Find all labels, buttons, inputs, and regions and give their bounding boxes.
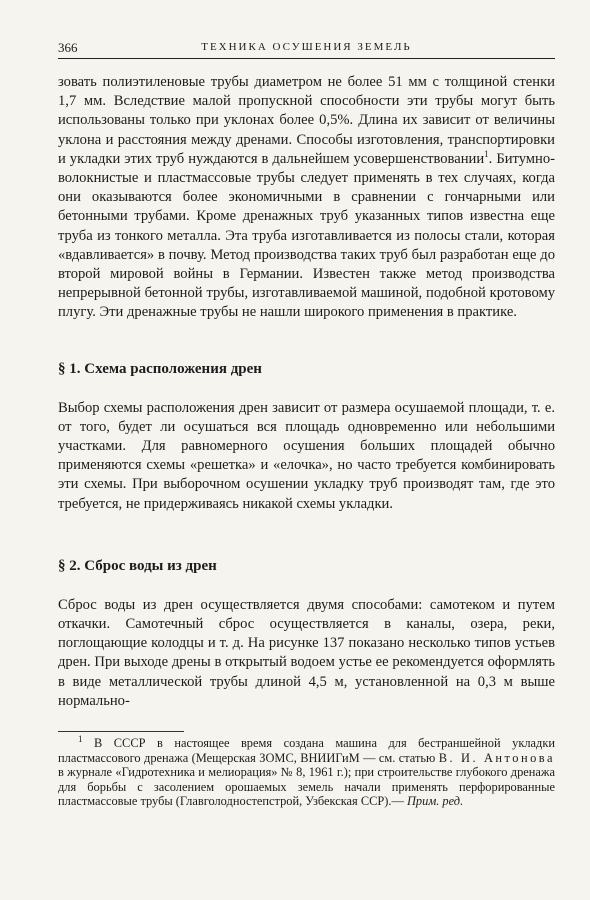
section-1-paragraph: Выбор схемы расположения дрен зависит от размера осушаемой площади, т. е. от того, будет ли осушаться вся площадь одновременно или небольшими участками. Для равномерного осушения больших площадей обычно применяются схемы «решетка» и «елочка», но часто требуется комбинировать эти схемы. При выборочном осушении укладку труб производят там, где это требуется, не придерживаясь никакой схемы укладки.	[58, 399, 555, 512]
footnote-text-1: В СССР в настоящее время создана машина для бестраншейной укладки пластмассового дренажа (Мещерская ЗОМС, ВНИИГиМ — см. статью	[58, 736, 555, 765]
footnote	[58, 733, 555, 809]
intro-text-1: зовать полиэтиленовые трубы диаметром не более 51 мм с толщиной стенки 1,7 мм. Вследствие малой пропускной способности эти трубы могут быть использованы только при уклонах более 0,5%. Длина их зависит от величины уклона и расстояния между дренами. Способы изготовления, транспортировки и укладки этих труб нуждаются в дальнейшем усовершенствовании	[58, 74, 555, 167]
intro-text-2: . Битумно-волокнистые и пластмассовые трубы следует применять в тех случаях, когда они оказываются более экономичными в сравнении с гончарными или бетонными трубами. Кроме дренажных труб указанных типов известна еще труба из тонкого металла. Эта труба изготавливается из полосы стали, которая «вдавливается» в почву. Метод производства таких труб был разработан еще до второй мировой войны в Германии. Известен также метод производства непрерывной бетонной трубы, изготавливаемой машиной, подобной кротовому плугу. Эти дренажные трубы не нашли широкого применения в практике.	[58, 150, 555, 321]
book-page	[58, 40, 555, 809]
section-1-heading: § 1. Схема расположения дрен	[58, 360, 262, 377]
page-header	[58, 40, 555, 59]
footnote-divider	[58, 731, 184, 732]
footnote-author: В. И. Антонова	[438, 750, 555, 765]
editor-note: Прим. ред.	[406, 794, 464, 809]
footnote-text-2: в журнале «Гидротехника и мелиорация» № 8, 1961 г.); при строительстве глубокого дренажа для борьбы с засолением орошаемых земель начали применять перфорированные пластмассовые трубы (Главголодностепстрой, Узбекская ССР).—	[58, 765, 555, 809]
page-number: 366	[58, 40, 78, 55]
running-title: ТЕХНИКА ОСУШЕНИЯ ЗЕМЕЛЬ	[201, 41, 412, 53]
footnote-reference[interactable]: 1	[484, 148, 489, 159]
intro-paragraph	[58, 73, 555, 323]
footnote-marker: 1	[78, 733, 83, 744]
section-2-paragraph: Сброс воды из дрен осуществляется двумя способами: самотеком и путем откачки. Самотечный сброс осуществляется в каналы, озера, реки, поглощающие колодцы и т. д. На рисунке 137 показано несколько типов устьев дрен. При выходе дрены в открытый водоем устье ее рекомендуется оформлять в виде металлической трубы длиной 4,5 м, установленной на 0,3 м выше нормально-	[58, 596, 555, 709]
section-2-heading: § 2. Сброс воды из дрен	[58, 557, 217, 574]
